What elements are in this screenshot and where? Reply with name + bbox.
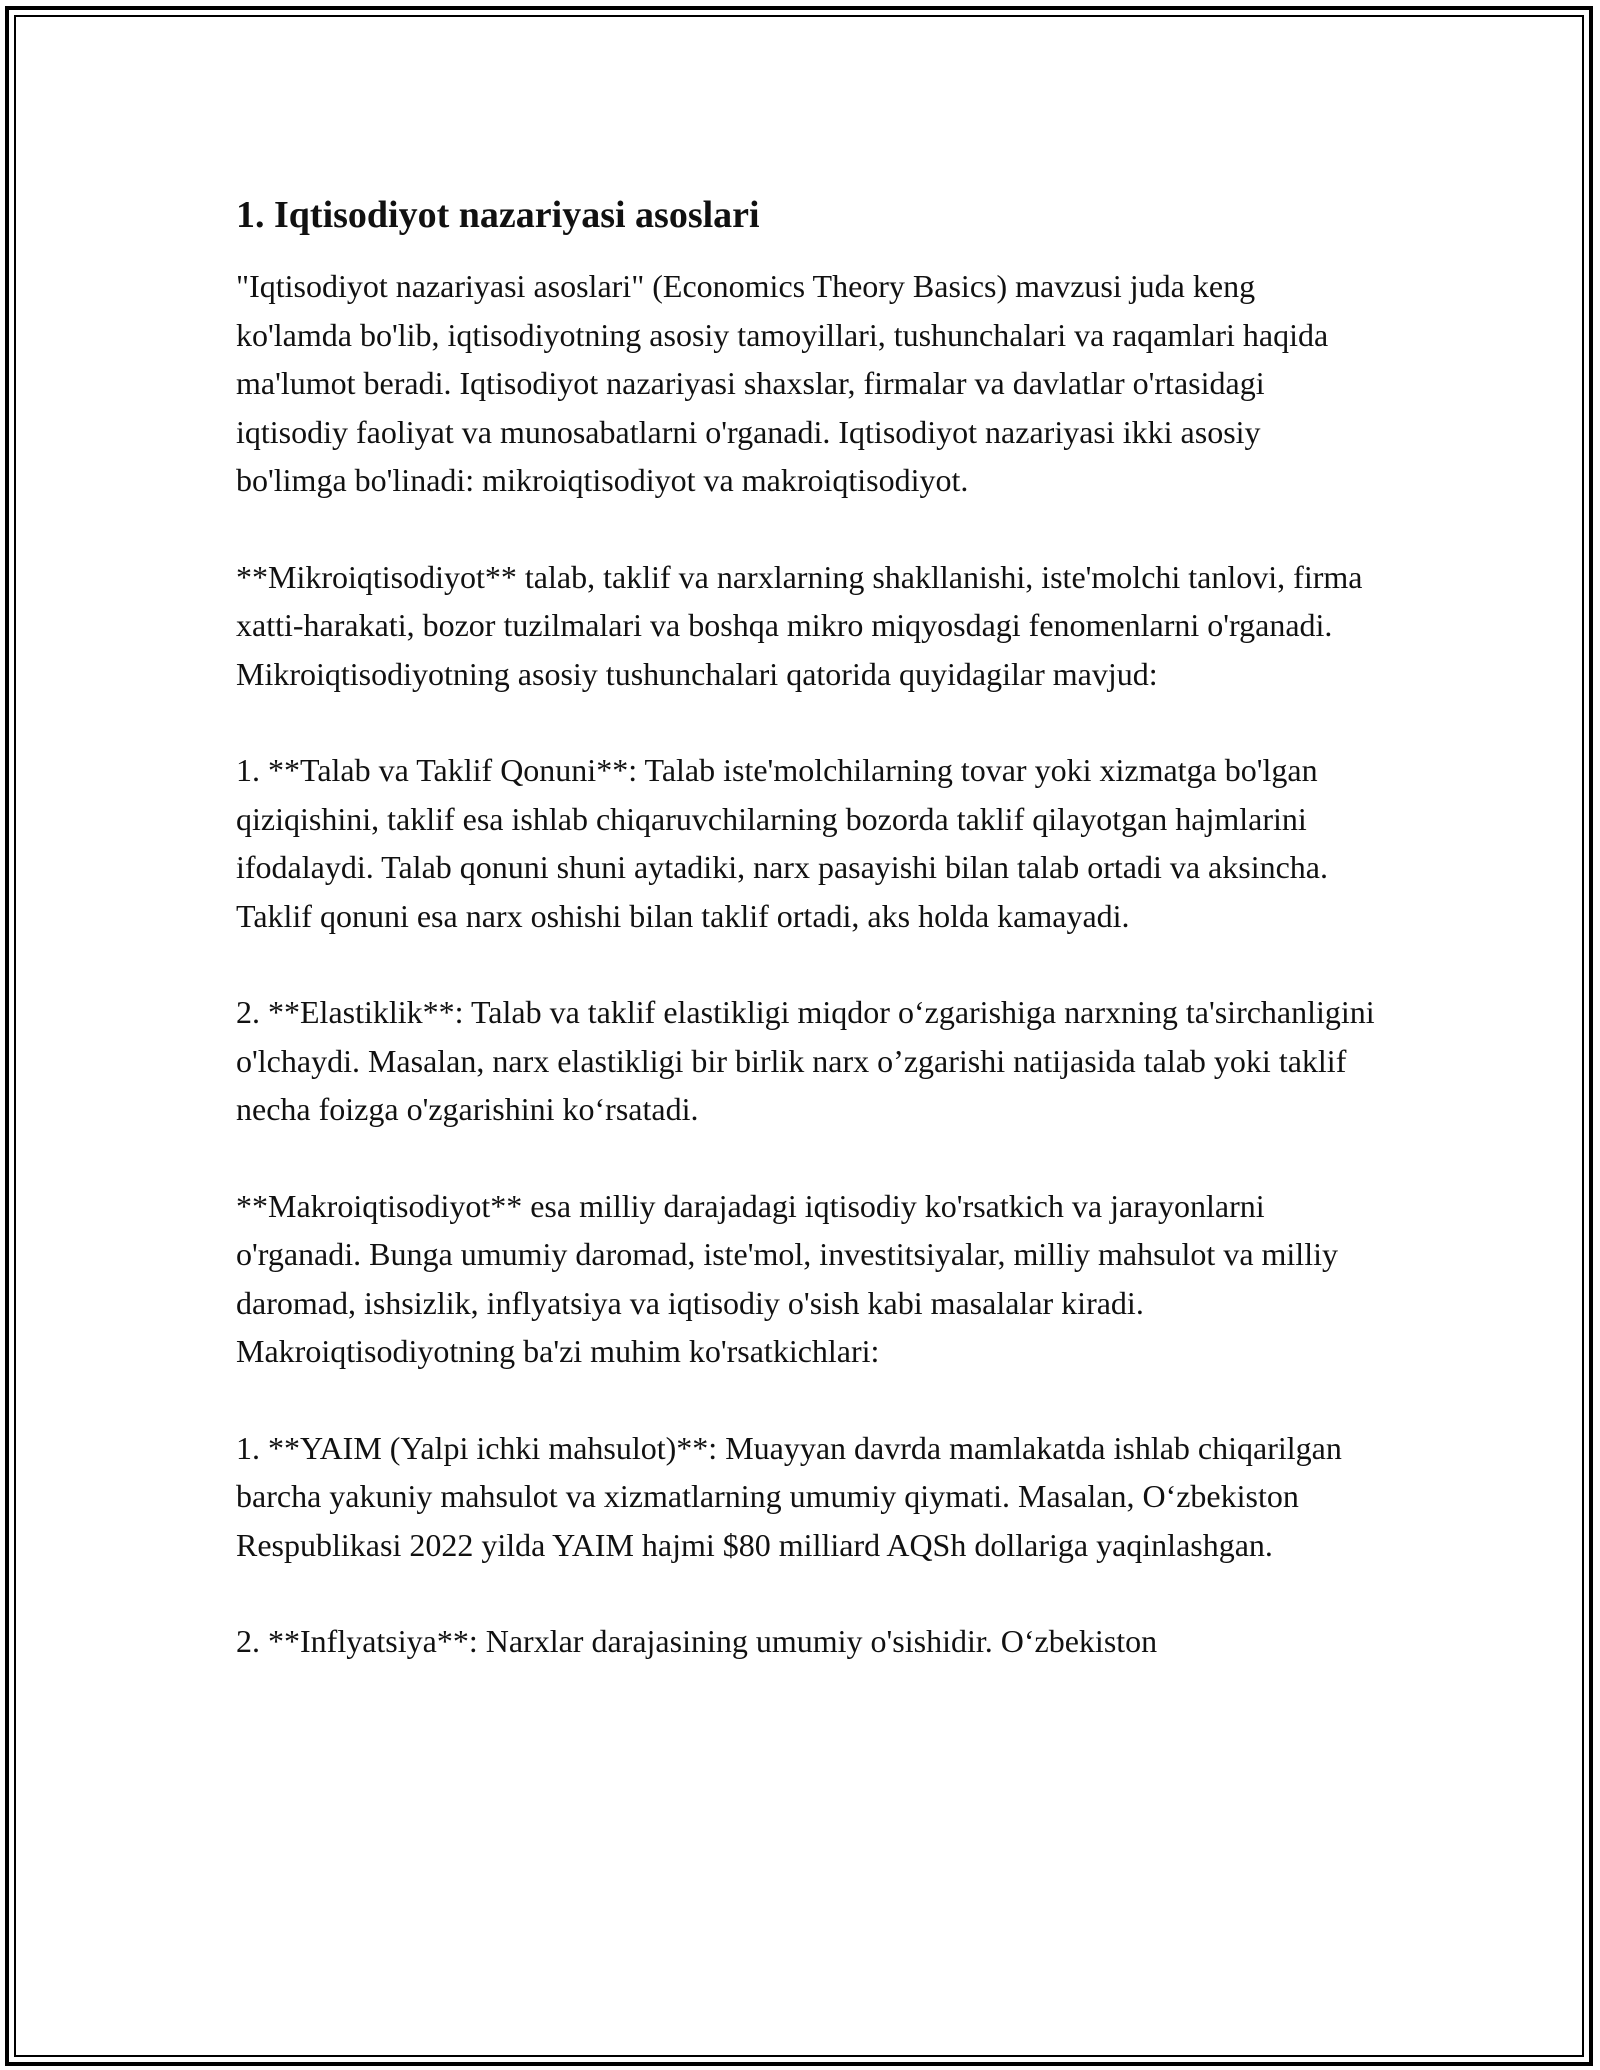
paragraph-introduction: "Iqtisodiyot nazariyasi asoslari" (Economics Theory Basics) mavzusi juda keng ko'lamda bo'lib, iqtisodiyotning asosiy tamoyillari, tushunchalari va raqamlari haqida ma'lumot beradi. Iqtisodiyot nazariyasi shaxslar, firmalar va davlatlar o'rtasidagi iqtisodiy faoliyat va munosabatlarni o'rganadi. Iqtisodiyot nazariyasi ikki asosiy bo'limga bo'linadi: mikroiqtisodiyot va makroiqtisodiyot. bbox=[236, 268, 1329, 498]
paragraph-supply-demand-law: 1. **Talab va Taklif Qonuni**: Talab iste'molchilarning tovar yoki xizmatga bo'lgan qiziqishini, taklif esa ishlab chiqaruvchilarning bozorda taklif qilayotgan hajmlarini ifodalaydi. Talab qonuni shuni aytadiki, narx pasayishi bilan talab ortadi va aksincha. Taklif qonuni esa narx oshishi bilan taklif ortadi, aks holda kamayadi. bbox=[236, 752, 1328, 934]
paragraph-gdp: 1. **YAIM (Yalpi ichki mahsulot)**: Muayyan davrda mamlakatda ishlab chiqarilgan barcha yakuniy mahsulot va xizmatlarning umumiy qiymati. Masalan, Oʻzbekiston Respublikasi 2022 yilda YAIM hajmi $80 milliard AQSh dollariga yaqinlashgan. bbox=[236, 1429, 1342, 1563]
paragraph-elasticity: 2. **Elastiklik**: Talab va taklif elastikligi miqdor oʻzgarishiga narxning ta'sirchanligini o'lchaydi. Masalan, narx elastikligi bir birlik narx o’zgarishi natijasida talab yoki taklif necha foizga o'zgarishini koʻrsatadi. bbox=[236, 994, 1375, 1127]
paragraph-inflation: 2. **Inflyatsiya**: Narxlar darajasining umumiy o'sishidir. Oʻzbekiston bbox=[236, 1623, 1158, 1659]
document-title: 1. Iqtisodiyot nazariyasi asoslari bbox=[236, 194, 760, 236]
paragraph-microeconomics: **Mikroiqtisodiyot** talab, taklif va narxlarning shakllanishi, iste'molchi tanlovi, firma xatti-harakati, bozor tuzilmalari va boshqa mikro miqyosdagi fenomenlarni o'rganadi. Mikroiqtisodiyotning asosiy tushunchalari qatorida quyidagilar mavjud: bbox=[236, 558, 1363, 692]
paragraph-macroeconomics: **Makroiqtisodiyot** esa milliy darajadagi iqtisodiy ko'rsatkich va jarayonlarni o'rganadi. Bunga umumiy daromad, iste'mol, investitsiyalar, milliy mahsulot va milliy daromad, ishsizlik, inflyatsiya va iqtisodiy o'sish kabi masalalar kiradi. Makroiqtisodiyotning ba'zi muhim ko'rsatkichlari: bbox=[236, 1187, 1338, 1369]
document-body bbox=[236, 188, 1376, 1714]
